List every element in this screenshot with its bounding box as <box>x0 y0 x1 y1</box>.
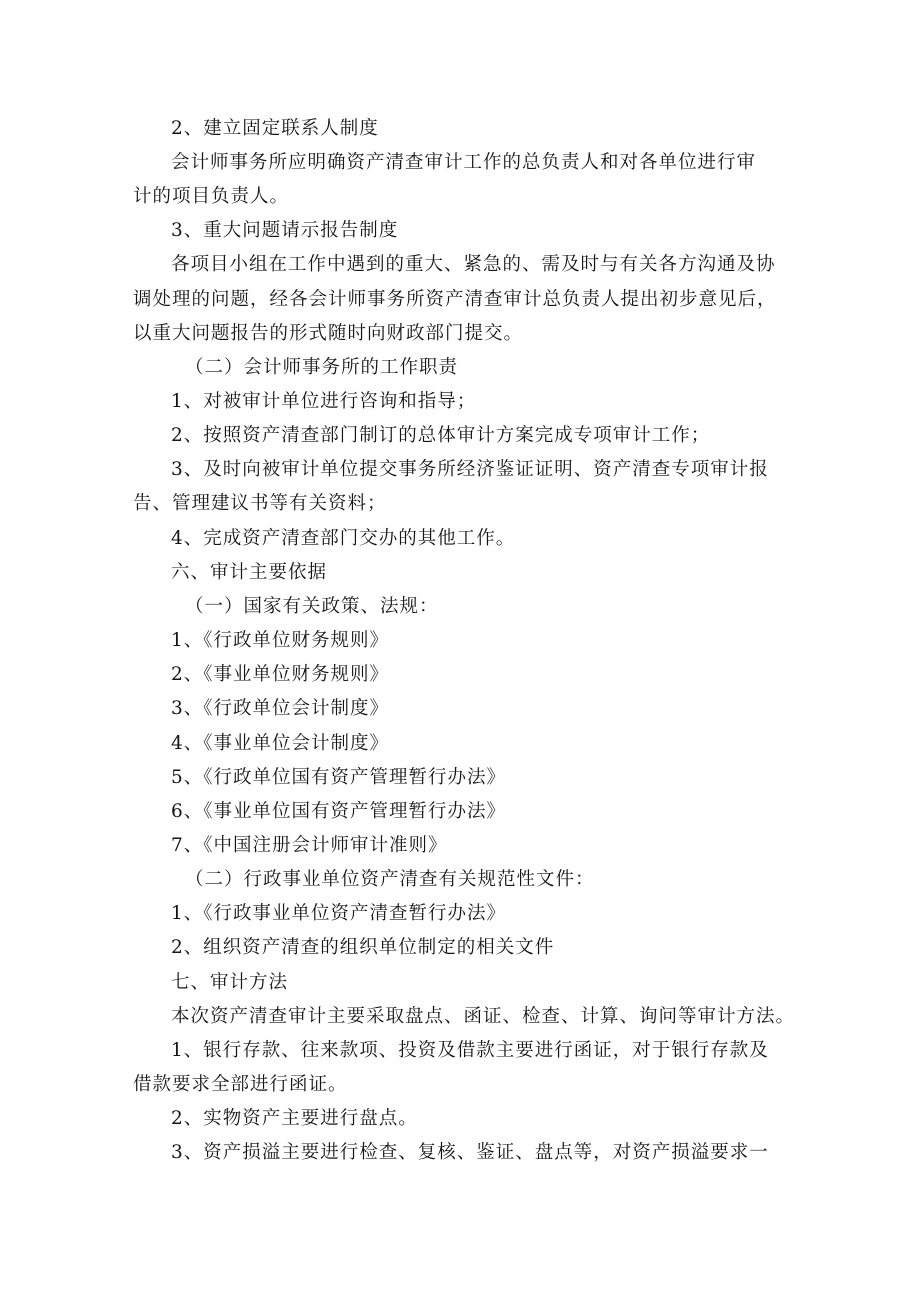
section-heading: （二）行政事业单位资产清查有关规范性文件： <box>185 869 595 890</box>
list-item: 3、及时向被审计单位提交事务所经济鉴证证明、资产清查专项审计报 <box>171 459 769 480</box>
list-item: 4、《事业单位会计制度》 <box>171 733 390 754</box>
list-item: 借款要求全部进行函证。 <box>133 1074 348 1095</box>
paragraph-line: 各项目小组在工作中遇到的重大、紧急的、需及时与有关各方沟通及协 <box>171 254 776 275</box>
list-item: 7、《中国注册会计师审计准则》 <box>171 835 448 856</box>
list-item: 5、《行政单位国有资产管理暂行办法》 <box>171 767 507 788</box>
section-heading: （二）会计师事务所的工作职责 <box>185 357 459 378</box>
list-item: 1、《行政单位财务规则》 <box>171 630 390 651</box>
list-item: 3、资产损溢主要进行检查、复核、鉴证、盘点等，对资产损溢要求一 <box>171 1142 769 1163</box>
list-item: 2、组织资产清查的组织单位制定的相关文件 <box>171 937 555 958</box>
list-item: 1、对被审计单位进行咨询和指导； <box>171 391 477 412</box>
section-heading: 七、审计方法 <box>171 972 289 993</box>
paragraph-line: 调处理的问题，经各会计师事务所资产清查审计总负责人提出初步意见后， <box>133 289 777 310</box>
list-item: 2、《事业单位财务规则》 <box>171 664 390 685</box>
paragraph-line: 2、建立固定联系人制度 <box>171 118 379 139</box>
paragraph-line: 以重大问题报告的形式随时向财政部门提交。 <box>133 323 524 344</box>
section-heading: 六、审计主要依据 <box>171 562 328 583</box>
list-item: 4、完成资产清查部门交办的其他工作。 <box>171 528 516 549</box>
list-item: 告、管理建议书等有关资料； <box>133 493 387 514</box>
list-item: 1、银行存款、往来款项、投资及借款主要进行函证，对于银行存款及 <box>171 1040 769 1061</box>
list-item: 2、实物资产主要进行盘点。 <box>171 1108 418 1129</box>
paragraph-line: 会计师事务所应明确资产清查审计工作的总负责人和对各单位进行审 <box>171 152 757 173</box>
list-item: 6、《事业单位国有资产管理暂行办法》 <box>171 801 507 822</box>
list-item: 3、《行政单位会计制度》 <box>171 698 390 719</box>
paragraph-line: 本次资产清查审计主要采取盘点、函证、检查、计算、询问等审计方法。 <box>171 1006 796 1027</box>
list-item: 2、按照资产清查部门制订的总体审计方案完成专项审计工作； <box>171 425 711 446</box>
section-heading: （一）国家有关政策、法规： <box>185 596 439 617</box>
paragraph-line: 3、重大问题请示报告制度 <box>171 220 399 241</box>
paragraph-line: 计的项目负责人。 <box>133 186 290 207</box>
list-item: 1、《行政事业单位资产清查暂行办法》 <box>171 903 507 924</box>
